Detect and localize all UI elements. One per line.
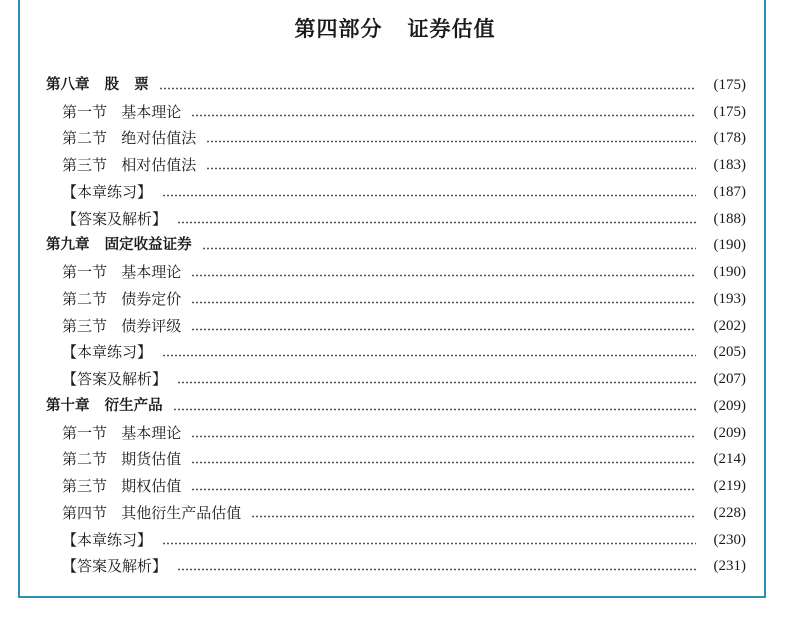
dot-leader — [251, 515, 696, 518]
toc-page-number: (205) — [713, 344, 746, 361]
dot-leader — [191, 461, 696, 464]
toc-entry-label: 第八章 股 票 — [46, 76, 149, 93]
dot-leader — [162, 542, 696, 545]
toc-entry-label: 第九章 固定收益证券 — [46, 237, 192, 254]
toc-page-number: (193) — [713, 290, 746, 307]
toc-page-number: (209) — [713, 397, 746, 414]
toc-section-entry[interactable] — [46, 308, 746, 335]
toc-chapter-entry[interactable] — [46, 388, 746, 415]
toc-page-number: (209) — [713, 424, 746, 441]
toc-entry-label: 第一节 基本理论 — [62, 423, 182, 442]
toc-entry-label: 【答案及解析】 — [62, 209, 168, 228]
toc-page-number: (175) — [713, 76, 746, 93]
toc-entry-label: 第三节 期权估值 — [62, 477, 182, 495]
toc-section-entry[interactable] — [46, 468, 746, 495]
dot-leader — [191, 274, 696, 277]
toc-exercise-entry[interactable] — [46, 361, 746, 388]
dot-leader — [177, 381, 696, 384]
dot-leader — [177, 568, 696, 571]
toc-entry-label: 【本章练习】 — [62, 343, 153, 362]
toc-page-number: (190) — [713, 237, 746, 254]
toc-page-number: (202) — [713, 317, 746, 334]
toc-entry-label: 【答案及解析】 — [62, 557, 168, 576]
toc-section-entry[interactable] — [46, 281, 746, 308]
dot-leader — [206, 167, 696, 170]
toc-section-entry[interactable] — [46, 415, 746, 442]
dot-leader — [177, 221, 696, 224]
toc-page-number: (188) — [713, 210, 746, 227]
toc-chapter-entry[interactable] — [46, 67, 746, 94]
toc-entry-label: 第一节 基本理论 — [62, 102, 182, 121]
toc-section-entry[interactable] — [46, 495, 746, 522]
toc-entry-label: 第四节 其他衍生产品估值 — [62, 503, 242, 522]
table-of-contents — [46, 67, 746, 575]
toc-entry-label: 第二节 绝对估值法 — [62, 129, 197, 148]
dot-leader — [159, 87, 696, 90]
toc-entry-label: 第二节 债券定价 — [62, 289, 182, 308]
toc-page-number: (183) — [713, 157, 746, 173]
dot-leader — [191, 488, 696, 491]
dot-leader — [191, 328, 696, 331]
toc-chapter-entry[interactable] — [46, 228, 746, 255]
toc-entry-label: 【答案及解析】 — [62, 370, 168, 388]
dot-leader — [191, 114, 696, 117]
dot-leader — [162, 354, 696, 357]
toc-page-number: (187) — [713, 183, 746, 200]
toc-page-number: (228) — [713, 504, 746, 521]
dot-leader — [202, 247, 696, 250]
toc-page-number: (207) — [713, 371, 746, 387]
toc-entry-label: 第十章 衍生产品 — [46, 397, 163, 414]
toc-page-number: (175) — [713, 103, 746, 120]
toc-entry-label: 第三节 相对估值法 — [62, 156, 197, 174]
toc-entry-label: 【本章练习】 — [62, 182, 153, 201]
toc-page-number: (231) — [713, 558, 746, 575]
toc-entry-label: 第一节 基本理论 — [62, 263, 182, 281]
toc-exercise-entry[interactable] — [46, 174, 746, 201]
toc-exercise-entry[interactable] — [46, 549, 746, 576]
toc-section-entry[interactable] — [46, 147, 746, 174]
toc-page-number: (219) — [713, 478, 746, 494]
toc-exercise-entry[interactable] — [46, 335, 746, 362]
toc-section-entry[interactable] — [46, 94, 746, 121]
dot-leader — [191, 301, 696, 304]
dot-leader — [162, 194, 696, 197]
toc-page-number: (230) — [713, 531, 746, 548]
toc-section-entry[interactable] — [46, 254, 746, 281]
toc-exercise-entry[interactable] — [46, 201, 746, 228]
toc-exercise-entry[interactable] — [46, 522, 746, 549]
toc-page-number: (178) — [713, 130, 746, 147]
toc-entry-label: 第二节 期货估值 — [62, 450, 182, 469]
toc-section-entry[interactable] — [46, 121, 746, 148]
dot-leader — [173, 408, 696, 411]
toc-section-entry[interactable] — [46, 442, 746, 469]
toc-entry-label: 【本章练习】 — [62, 530, 153, 549]
part-title: 第四部分 证券估值 — [294, 16, 496, 41]
dot-leader — [191, 435, 696, 438]
toc-page-number: (190) — [713, 264, 746, 280]
toc-entry-label: 第三节 债券评级 — [62, 316, 182, 335]
toc-page-number: (214) — [713, 451, 746, 468]
dot-leader — [206, 140, 696, 143]
